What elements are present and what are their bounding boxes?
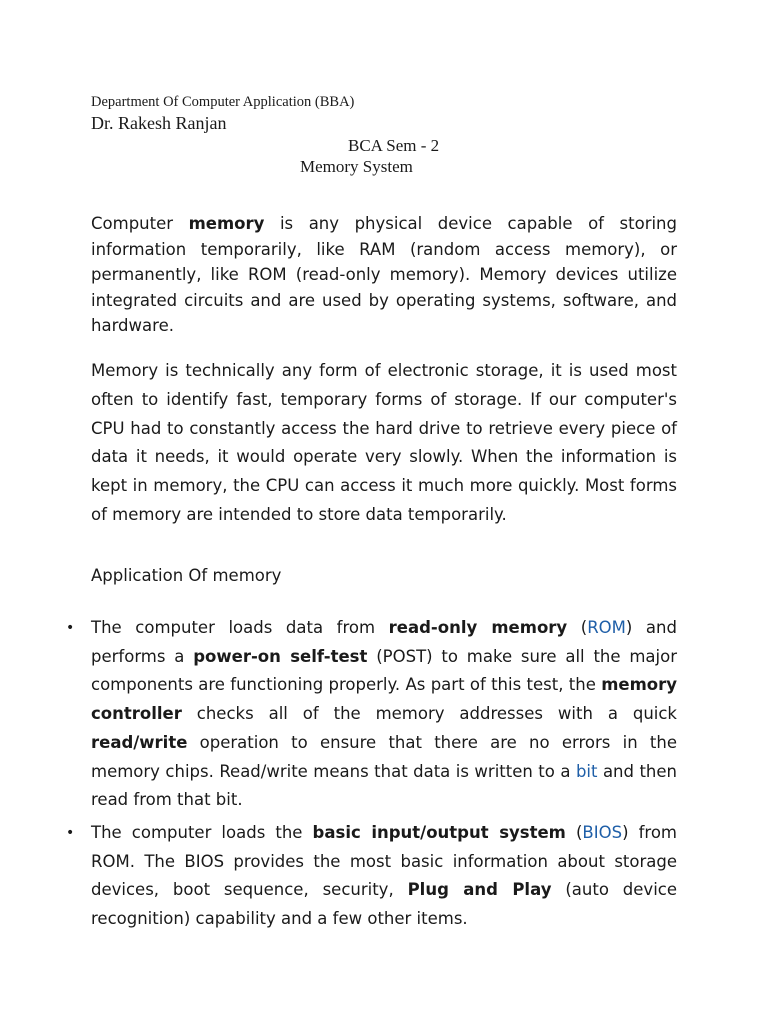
- text-run: (: [565, 822, 583, 842]
- bold-term: read/write: [91, 732, 188, 752]
- department-line: Department Of Computer Application (BBA): [91, 94, 355, 110]
- list-item: [66, 614, 678, 815]
- text-run: The computer loads data from: [91, 618, 389, 637]
- text-run: ) and performs a: [91, 618, 677, 666]
- bullet-icon: •: [66, 620, 75, 636]
- text-run: (POST) to make sure all the major components are functioning properly. As part of this test, the: [91, 646, 678, 695]
- author-name: Dr. Rakesh Ranjan: [91, 113, 227, 133]
- bold-term: Plug and Play: [407, 880, 552, 900]
- text-run: (: [567, 618, 588, 637]
- text-run: is any physical device capable of storing information temporarily, like RAM (random access memory), or permanently, like ROM (read-only memory). Memory devices utilize integrated circuits and are used by operating systems, software, and hardware.: [91, 214, 677, 335]
- bold-term: basic input/output system: [312, 822, 566, 842]
- text-run: Computer: [91, 214, 189, 233]
- bit-link[interactable]: bit: [575, 761, 598, 781]
- text-run: operation to ensure that there are no errors in the memory chips. Read/write means that data is written to a: [91, 732, 677, 781]
- storage-paragraph: Memory is technically any form of electronic storage, it is used most often to identify fast, temporary forms of storage. If our computer's CPU had to constantly access the hard drive to retrieve every piece of data it needs, it would operate very slowly. When the information is kept in memory, the CPU can access it much more quickly. Most forms of memory are intended to store data temporarily.: [91, 361, 677, 524]
- list-item: [66, 819, 677, 934]
- application-heading: Application Of memory: [91, 566, 282, 585]
- bullet-icon: •: [66, 824, 75, 841]
- text-run: checks all of the memory addresses with a quick: [181, 704, 677, 724]
- bios-link[interactable]: BIOS: [582, 822, 623, 842]
- bold-term: power-on self-test: [193, 646, 368, 666]
- text-run: ) from ROM. The BIOS provides the most basic information about storage devices, boot sequence, security,: [91, 822, 677, 900]
- rom-link[interactable]: ROM: [587, 618, 626, 637]
- intro-paragraph: [91, 211, 677, 339]
- application-list: [66, 614, 678, 934]
- bold-term: memory: [188, 214, 265, 233]
- bold-term: memory controller: [91, 675, 677, 724]
- text-run: The computer loads the: [91, 822, 313, 842]
- bold-term: read-only memory: [388, 618, 568, 637]
- topic-title: Memory System: [300, 157, 413, 176]
- semester-line: BCA Sem - 2: [348, 136, 440, 155]
- text-run: (auto device recognition) capability and a few other items.: [91, 880, 677, 929]
- text-run: and then read from that bit.: [91, 761, 677, 810]
